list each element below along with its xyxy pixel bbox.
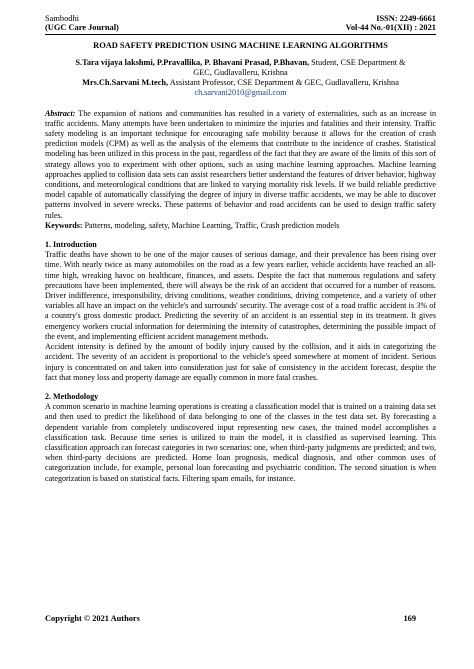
issn: ISSN: 2249-6661 [376, 14, 436, 23]
keywords-label: Keywords: [45, 220, 83, 230]
author-email[interactable]: ch.sarvani2010@gmail.com [194, 88, 287, 98]
methodology-paragraph-1: A common scenario in machine learning operations is creating a classification model that is trained on a training data set and then used to predict the likelihood of data belonging to one of the classes in the test data set. By forecasting a dependent variable from completely undiscovered input representing new cases, the trained model accomplishes a classification task. Because time series is utilized to train the model, it is classified as supervised learning. This classification approach can forecast categories in two scenarios: one, when third-party judgments are predicted; and two, when third-party decisions are predicted. Home loan prognosis, medical diagnosis, and other common uses of categorization include, for example, personal loan forecasting and psychiatric condition. The second situation is when categorization is based on statistical facts. Filtering spam emails, for instance. [45, 402, 436, 483]
keywords [45, 221, 436, 231]
page-number: 169 [403, 614, 416, 623]
abstract-label: Abstract: [45, 108, 76, 118]
professor-author [45, 78, 436, 88]
introduction-paragraph-1: Traffic deaths have shown to be one of the major causes of serious damage, and their prevalence has been rising over time. With nearly twice as many automobiles on the road as a few years earlier, vehicle accidents have reached an all-time high, wreaking havoc on healthcare, finances, and assets. Despite the fact that numerous regulations and safety precautions have been implemented, there will always be the risk of an accident that occurred for a number of reasons. Driver indifference, irresponsibility, driving conditions, weather conditions, driving competence, and a variety of other variables all have an impact on the vehicle's and surrounds' security. The average cost of a road traffic accident is 3% of a country's gross domestic product. Predicting the severity of an accident is an essential step in its treatment. It gives emergency workers crucial information for determining the intensity of catastrophes, determining the possible impact of the event, and implementing efficient accident management methods. [45, 250, 436, 341]
section-title-introduction: 1. Introduction [45, 240, 97, 250]
volume-info: Vol-44 No.-01(XII) : 2021 [345, 23, 436, 33]
introduction-paragraph-2: Accident intensity is defined by the amount of bodily injury caused by the collision, and it aids in categorizing the accident. The severity of an accident is proportional to the vehicle's speed somewhere at moment of incident. Serious injury is concentrated on and taken into consideration just for sake of consistency in the accident forecast, despite the fact that money loss and property damage are equally common in more fatal crashes. [45, 342, 436, 382]
professor-name: Mrs.Ch.Sarvani M.tech, [82, 78, 169, 88]
student-affiliation-cont: GEC, Gudlavalleru, Krishna [193, 68, 288, 78]
author-block [45, 58, 436, 89]
abstract-text: The expansion of nations and communities has resulted in a variety of externalities, such as an increase in traffic accidents. Many attempts have been undertaken to minimize the injuries and fatalities and their intensity. Traffic safety modeling is an important technique for encouraging safe mobility because it allows for the creation of crash prediction models (CPM) as well as the analysis of the elements that contribute to the incidence of crashes. Statistical modeling has been utilized in this process in the past, regardless of the fact that they are aware of the limits of this sort of strategy allows you to experiment with other options, such as using machine learning approaches. Machine learning approaches applied to collision data sets can assist researchers better understand the features of driver behavior, highway conditions, and meteorological conditions that are linked to varying mortality risk levels. If we build reliable predictive model capable of automatically classifying the degree of injury in diverse traffic accidents, we may be able to discover patterns involved in severe wrecks. These patterns of behavior and road accidents can be used to design traffic safety rules. [45, 108, 436, 220]
running-header-row-1 [45, 14, 436, 23]
keywords-text: Patterns, modeling, safety, Machine Learning, Traffic, Crash prediction models [82, 220, 340, 230]
header-rule [45, 34, 436, 35]
paper-title: ROAD SAFETY PREDICTION USING MACHINE LEARNING ALGORITHMS [93, 40, 388, 50]
student-affiliation: Student, CSE Department & [309, 57, 406, 67]
running-header-row-2 [45, 23, 436, 32]
student-names: S.Tara vijaya lakshmi, P.Pravallika, P. Bhavani Prasad, P.Bhavan, [75, 57, 310, 67]
page-footer [45, 614, 436, 624]
section-title-methodology: 2. Methodology [45, 391, 99, 401]
journal-type: (UGC Care Journal) [45, 23, 119, 33]
student-authors [45, 58, 436, 68]
copyright: Copyright © 2021 Authors [45, 614, 140, 623]
journal-name: Sambodhi [45, 14, 79, 23]
abstract [45, 109, 436, 221]
professor-affiliation: Assistant Professor, CSE Department & GEC, Gudlavalleru, Krishna [168, 78, 399, 88]
